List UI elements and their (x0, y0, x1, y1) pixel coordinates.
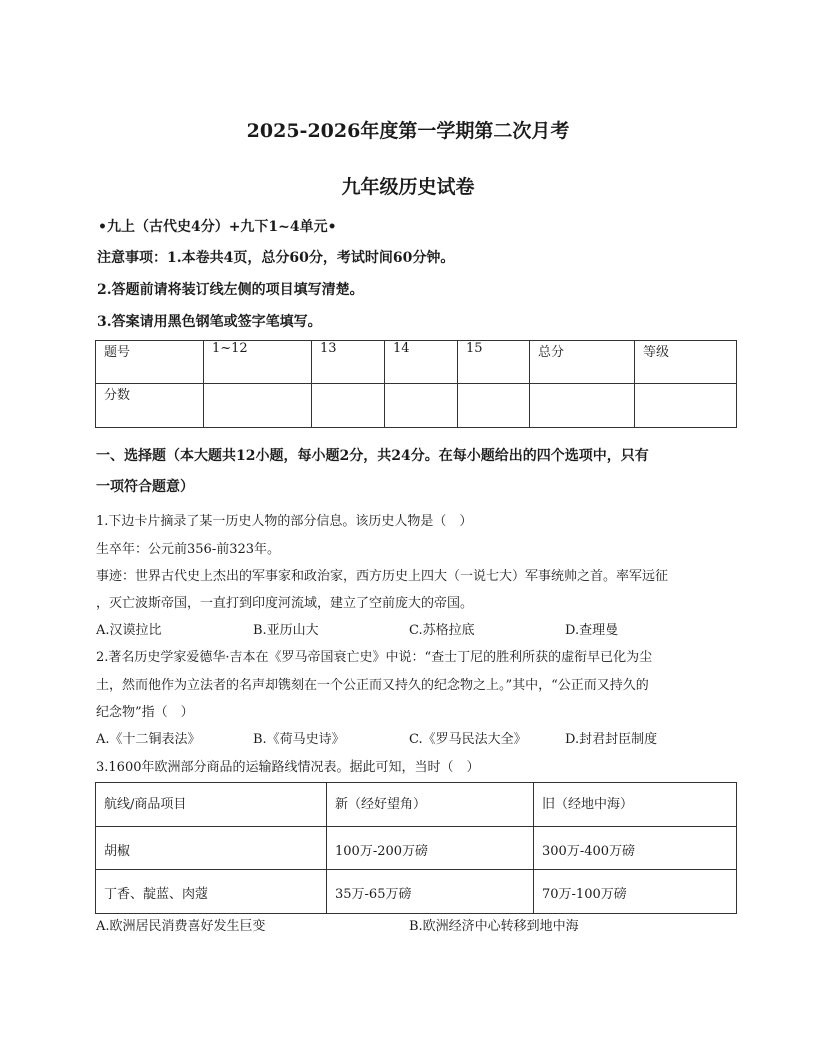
q1-option-c: C.苏格拉底 (409, 623, 475, 638)
q3-table-cell: 100万-200万磅 (327, 827, 534, 870)
score-input-cell[interactable] (635, 384, 737, 428)
q3-table-cell: 300万-400万磅 (534, 827, 737, 870)
section1-heading-cont: 一项符合题意） (96, 479, 194, 495)
q2-option-c: C.《罗马民法大全》 (409, 732, 527, 747)
score-input-cell[interactable] (312, 384, 385, 428)
q3-stem: 3.1600年欧洲部分商品的运输路线情况表。据此可知，当时（ ） (96, 760, 480, 775)
q1-line: 生卒年：公元前356-前323年。 (96, 542, 281, 557)
note-3: 3.答案请用黑色钢笔或签字笔填写。 (97, 314, 322, 330)
note-1: 注意事项：1.本卷共4页，总分60分，考试时间60分钟。 (97, 250, 455, 266)
q1-stem: 1.下边卡片摘录了某一历史人物的部分信息。该历史人物是（ ） (96, 514, 473, 529)
q3-table-header: 旧（经地中海） (534, 783, 737, 827)
q2-line: 土，然而他作为立法者的名声却镌刻在一个公正而又持久的纪念物之上。”其中，“公正而又持久的 (96, 678, 649, 693)
score-input-cell[interactable] (458, 384, 530, 428)
q2-option-b: B.《荷马史诗》 (253, 732, 345, 747)
q3-table-cell: 胡椒 (96, 827, 327, 870)
score-header-cell: 14 (385, 341, 458, 384)
q2-line: 纪念物”指（ ） (96, 705, 194, 720)
score-header-cell: 1~12 (204, 341, 312, 384)
section1-heading: 一、选择题（本大题共12小题，每小题2分，共24分。在每小题给出的四个选项中，只有 (96, 448, 649, 464)
score-header-cell: 13 (312, 341, 385, 384)
score-header-cell: 总分 (530, 341, 635, 384)
exam-title: 2025-2026年度第一学期第二次月考 (246, 120, 570, 142)
q3-table-header: 航线/商品项目 (96, 783, 327, 827)
q3-table (95, 782, 737, 914)
score-header-cell: 15 (458, 341, 530, 384)
q3-table-cell: 70万-100万磅 (534, 870, 737, 914)
q1-option-d: D.查理曼 (565, 623, 619, 638)
q1-line: 事迹：世界古代史上杰出的军事家和政治家，西方历史上四大（一说七大）军事统帅之首。率军远征 (96, 569, 669, 584)
q1-option-b: B.亚历山大 (253, 623, 319, 638)
q1-option-a: A.汉谟拉比 (96, 623, 162, 638)
q2-option-d: D.封君封臣制度 (565, 732, 658, 747)
score-input-cell[interactable] (530, 384, 635, 428)
q3-table-header: 新（经好望角） (327, 783, 534, 827)
exam-scope: •九上（古代史4分）+九下1~4单元• (98, 219, 337, 235)
score-table (95, 340, 737, 428)
q3-table-cell: 35万-65万磅 (327, 870, 534, 914)
q3-option-a: A.欧洲居民消费喜好发生巨变 (96, 919, 266, 934)
q2-line: 2.著名历史学家爱德华·吉本在《罗马帝国衰亡史》中说：“查士丁尼的胜利所获的虚衔早已化为尘 (96, 650, 653, 665)
score-input-cell[interactable] (204, 384, 312, 428)
score-input-cell[interactable] (385, 384, 458, 428)
q2-option-a: A.《十二铜表法》 (96, 732, 201, 747)
q3-table-cell: 丁香、靛蓝、肉蔻 (96, 870, 327, 914)
note-2: 2.答题前请将装订线左侧的项目填写清楚。 (97, 282, 364, 298)
score-header-cell: 题号 (96, 341, 204, 384)
q3-option-b: B.欧洲经济中心转移到地中海 (409, 919, 579, 934)
exam-subtitle: 九年级历史试卷 (341, 176, 475, 198)
score-header-cell: 等级 (635, 341, 737, 384)
score-row-label: 分数 (96, 384, 204, 428)
q1-line: ，灭亡波斯帝国，一直打到印度河流域，建立了空前庞大的帝国。 (96, 596, 474, 611)
